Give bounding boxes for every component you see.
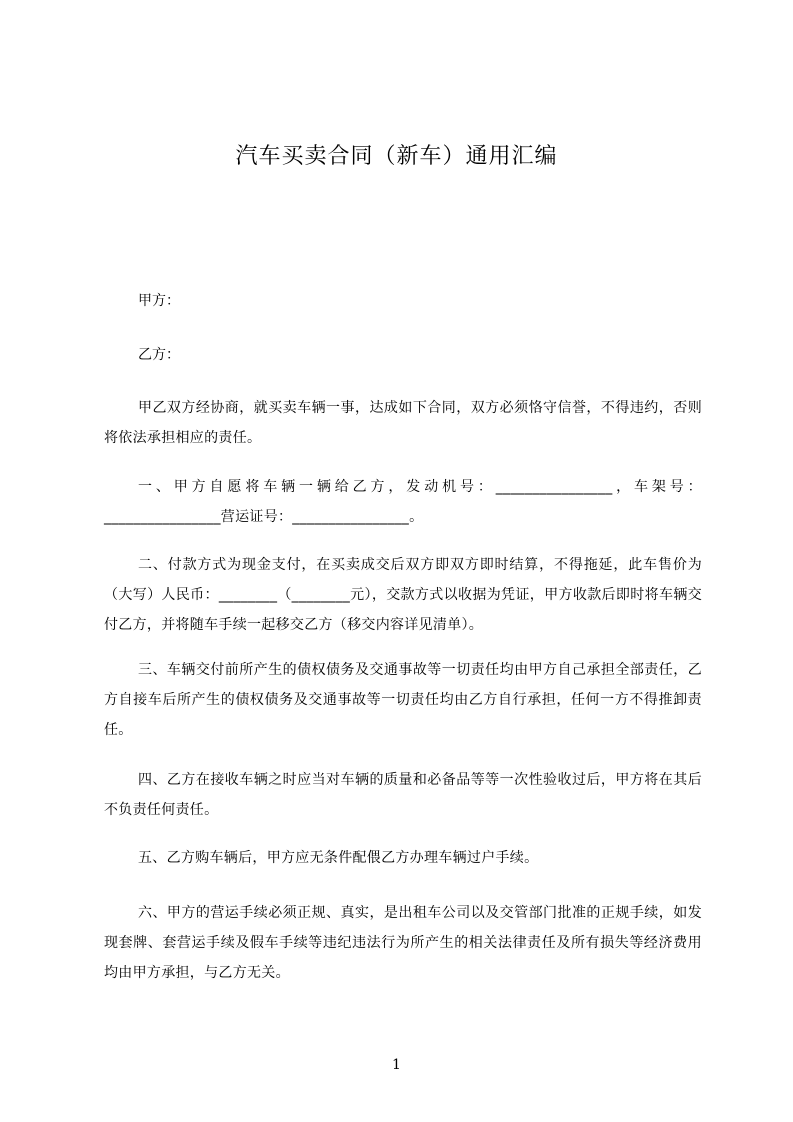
clause-1-paragraph: 一、甲方自愿将车辆一辆给乙方，发动机号：________________，车架号：________________营运证号：________________。: [104, 479, 702, 525]
page-number: 1: [392, 1057, 401, 1073]
clause-4-paragraph: 四、乙方在接收车辆之时应当对车辆的质量和必备品等等一次性验收过后，甲方将在其后不负责任何责任。: [104, 772, 702, 818]
clause-5-paragraph: 五、乙方购车辆后，甲方应无条件配偎乙方办理车辆过户手续。: [138, 850, 539, 866]
clause-2-paragraph: 二、付款方式为现金支付，在买卖成交后双方即双方即时结算，不得拖延，此车售价为（大写）人民币：________（________元），交款方式以收据为凭证，甲方收款后即时将车辆交付乙方，并将随车手续一起移交乙方（移交内容详见清单）。: [104, 557, 702, 633]
intro-paragraph: 甲乙双方经协商，就买卖车辆一事，达成如下合同，双方必须恪守信誉，不得违约，否则将依法承担相应的责任。: [104, 400, 702, 446]
clause-6-paragraph: 六、甲方的营运手续必须正规、真实，是出租车公司以及交管部门批准的正规手续，如发现套牌、套营运手续及假车手续等违纪违法行为所产生的相关法律责任及所有损失等经济费用均由甲方承担，与乙方无关。: [104, 905, 702, 981]
document-title: 汽车买卖合同（新车）通用汇编: [235, 144, 558, 169]
clause-3-paragraph: 三、车辆交付前所产生的债权债务及交通事故等一切责任均由甲方自己承担全部责任，乙方自接车后所产生的债权债务及交通事故等一切责任均由乙方自行承担，任何一方不得推卸责任。: [104, 662, 702, 738]
party-b-label: 乙方：: [138, 347, 180, 363]
party-a-label: 甲方：: [138, 293, 180, 309]
